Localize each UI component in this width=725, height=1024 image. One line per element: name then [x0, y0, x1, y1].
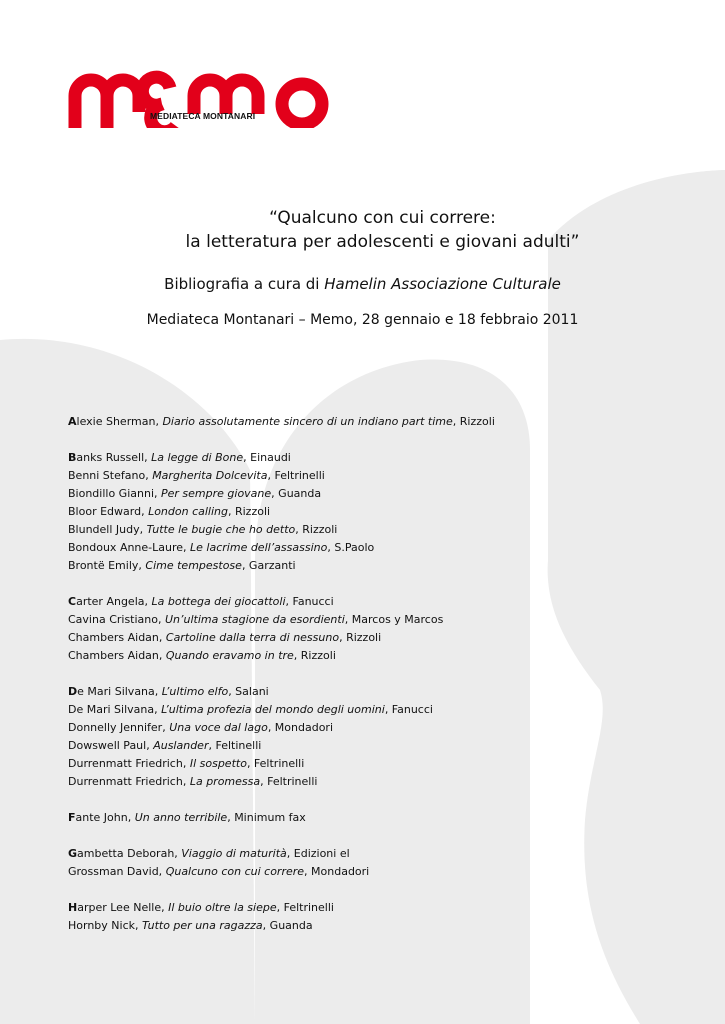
bibliography-entry — [68, 701, 495, 719]
entry-author: De Mari Silvana, — [68, 685, 162, 698]
bibliography-entry — [68, 899, 495, 917]
bibliography-entry — [68, 629, 495, 647]
entry-title: Qualcuno con cui correre — [165, 865, 305, 878]
logo-subtitle: MEDIATECA MONTANARI — [150, 111, 256, 121]
bibliography-list — [68, 413, 495, 953]
entry-author: Chambers Aidan, — [68, 631, 166, 644]
entry-title: Per sempre giovane — [161, 487, 272, 500]
entry-publisher: , Fanucci — [384, 703, 433, 716]
entry-author: Durrenmatt Friedrich, — [68, 775, 190, 788]
entry-author: Hornby Nick, — [68, 919, 142, 932]
subtitle-curator: Hamelin Associazione Culturale — [324, 275, 561, 293]
bibliography-entry — [68, 845, 495, 863]
bibliography-group — [68, 683, 495, 791]
entry-title: La bottega dei giocattoli — [151, 595, 286, 608]
bibliography-entry — [68, 719, 495, 737]
bibliography-entry — [68, 503, 495, 521]
bibliography-entry — [68, 917, 495, 935]
entry-title: Un anno terribile — [134, 811, 228, 824]
entry-author: Gambetta Deborah, — [68, 847, 182, 860]
bibliography-group — [68, 449, 495, 575]
bibliography-entry — [68, 467, 495, 485]
entry-author: Banks Russell, — [68, 451, 152, 464]
bibliography-entry — [68, 647, 495, 665]
entry-publisher: , Guanda — [271, 487, 322, 500]
entry-author: Carter Angela, — [68, 595, 152, 608]
entry-title: Cime tempestose — [145, 559, 242, 572]
bibliography-group — [68, 845, 495, 881]
entry-title: L’ultima profezia del mondo degli uomini — [161, 703, 385, 716]
entry-publisher: , Salani — [228, 685, 269, 698]
bibliography-entry — [68, 449, 495, 467]
entry-publisher: , Mondadori — [267, 721, 334, 734]
entry-title: Cartoline dalla terra di nessuno — [165, 631, 340, 644]
entry-author: Brontë Emily, — [68, 559, 146, 572]
entry-author: Benni Stefano, — [68, 469, 153, 482]
title-line-1: “Qualcuno con cui correre: — [269, 208, 496, 228]
subtitle-prefix: Bibliografia a cura di — [164, 275, 325, 293]
entry-publisher: , Feltinelli — [208, 739, 262, 752]
entry-publisher: , Minimum fax — [227, 811, 306, 824]
entry-title: Quando eravamo in tre — [165, 649, 294, 662]
bibliography-entry — [68, 683, 495, 701]
entry-publisher: , Feltrinelli — [260, 775, 318, 788]
entry-title: London calling — [148, 505, 228, 518]
bibliography-group — [68, 809, 495, 827]
entry-publisher: , Feltrinelli — [246, 757, 305, 770]
entry-author: Dowswell Paul, — [68, 739, 154, 752]
entry-title: Una voce dal lago — [169, 721, 268, 734]
entry-publisher: , Fanucci — [285, 595, 334, 608]
bibliography-entry — [68, 521, 495, 539]
bibliography-entry — [68, 755, 495, 773]
bibliography-entry — [68, 593, 495, 611]
entry-publisher: , Feltrinelli — [267, 469, 325, 482]
entry-author: Bloor Edward, — [68, 505, 149, 518]
entry-publisher: , Rizzoli — [295, 523, 338, 536]
entry-title: Le lacrime dell’assassino — [190, 541, 328, 554]
bibliography-entry — [68, 539, 495, 557]
entry-title: Viaggio di maturità — [181, 847, 287, 860]
bibliography-entry — [68, 809, 495, 827]
document-title — [0, 206, 725, 254]
event-line: Mediateca Montanari – Memo, 28 gennaio e 18 febbraio 2011 — [146, 312, 579, 328]
bibliography-entry — [68, 773, 495, 791]
entry-author: Grossman David, — [68, 865, 166, 878]
entry-publisher: , Marcos y Marcos — [344, 613, 444, 626]
bibliography-entry — [68, 557, 495, 575]
bibliography-group — [68, 899, 495, 935]
document-subtitle — [0, 275, 725, 293]
entry-author: Durrenmatt Friedrich, — [68, 757, 190, 770]
bibliography-entry — [68, 413, 495, 431]
entry-author: Biondillo Gianni, — [68, 487, 161, 500]
entry-publisher: , Rizzoli — [452, 415, 495, 428]
entry-publisher: , Einaudi — [243, 451, 291, 464]
entry-author: Harper Lee Nelle, — [68, 901, 169, 914]
entry-author: De Mari Silvana, — [68, 703, 162, 716]
entry-title: Un’ultima stagione da esordienti — [165, 613, 345, 626]
bibliography-group — [68, 413, 495, 431]
entry-title: Auslander — [153, 739, 209, 752]
entry-publisher: , Feltrinelli — [276, 901, 334, 914]
bibliography-entry — [68, 611, 495, 629]
entry-publisher: , Garzanti — [241, 559, 296, 572]
entry-title: Diario assolutamente sincero di un indiano part time — [162, 415, 453, 428]
entry-title: La promessa — [189, 775, 261, 788]
entry-author: Fante John, — [68, 811, 135, 824]
entry-publisher: , Rizzoli — [227, 505, 271, 518]
entry-title: Il buio oltre la siepe — [168, 901, 277, 914]
entry-author: Chambers Aidan, — [68, 649, 166, 662]
entry-title: La legge di Bone — [151, 451, 244, 464]
entry-title: Il sospetto — [189, 757, 247, 770]
bibliography-entry — [68, 737, 495, 755]
entry-author: Blundell Judy, — [68, 523, 147, 536]
entry-title: Tutte le bugie che ho detto — [146, 523, 296, 536]
entry-author: Donnelly Jennifer, — [68, 721, 170, 734]
entry-publisher: , S.Paolo — [327, 541, 375, 554]
entry-publisher: , Edizioni el — [286, 847, 350, 860]
entry-publisher: , Guanda — [262, 919, 313, 932]
entry-author: Bondoux Anne-Laure, — [68, 541, 191, 554]
entry-publisher: , Rizzoli — [293, 649, 336, 662]
entry-author: Alexie Sherman, — [68, 415, 163, 428]
entry-publisher: , Mondadori — [304, 865, 370, 878]
entry-title: L’ultimo elfo — [161, 685, 229, 698]
entry-author: Cavina Cristiano, — [68, 613, 165, 626]
bibliography-entry — [68, 863, 495, 881]
entry-publisher: , Rizzoli — [339, 631, 382, 644]
entry-title: Tutto per una ragazza — [142, 919, 263, 932]
entry-title: Margherita Dolcevita — [152, 469, 268, 482]
title-line-2: la letteratura per adolescenti e giovani adulti” — [185, 232, 580, 252]
bibliography-group — [68, 593, 495, 665]
bibliography-entry — [68, 485, 495, 503]
